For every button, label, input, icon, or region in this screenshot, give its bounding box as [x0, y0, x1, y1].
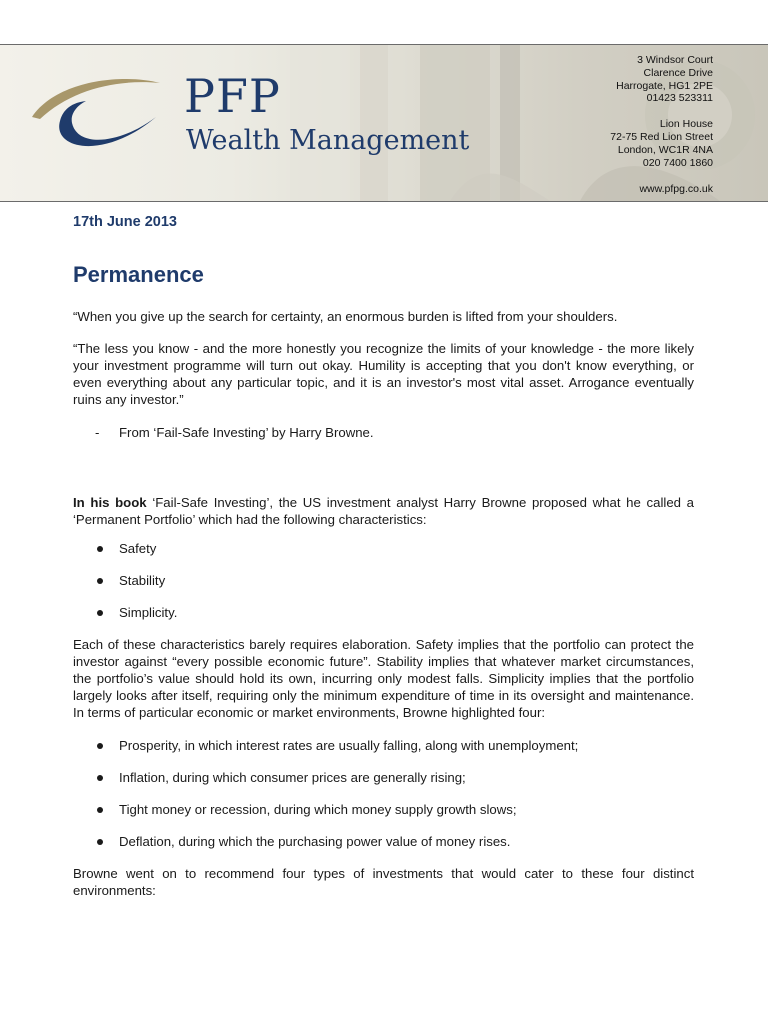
bullet-icon — [97, 807, 103, 813]
phone-number: 020 7400 1860 — [642, 156, 713, 169]
address-line: Harrogate, HG1 2PE — [616, 79, 713, 92]
letterhead-banner — [0, 44, 768, 202]
list-item: Deflation, during which the purchasing power value of money rises. — [73, 833, 694, 850]
address-line: Clarence Drive — [643, 66, 713, 79]
attribution-text: From ‘Fail-Safe Investing’ by Harry Browne. — [119, 425, 374, 440]
bullet-icon — [97, 578, 103, 584]
address-line: London, WC1R 4NA — [617, 143, 713, 156]
office-addresses — [610, 54, 713, 196]
quote-attribution — [73, 424, 694, 441]
list-item: Simplicity. — [73, 604, 694, 621]
document-date: 17th June 2013 — [73, 214, 177, 230]
address-line: Lion House — [659, 118, 713, 131]
phone-number: 01423 523311 — [646, 92, 713, 105]
body-paragraph — [73, 494, 694, 528]
document-body — [73, 214, 694, 899]
body-paragraph: Browne went on to recommend four types of investments that would cater to these four distinct environments: — [73, 866, 694, 898]
body-paragraph: Each of these characteristics barely requires elaboration. Safety implies that the portfolio can protect the investor against “every possible economic future”. Stability implies that whatever market circumstances, the portfolio’s value should hold its own, incurring only modest falls. Simplicity implies that the portfolio largely looks after itself, requiring only the minimum expenditure of time in its oversight and maintenance. In terms of particular economic or market environments, Browne highlighted four: — [73, 637, 694, 720]
list-item: Safety — [73, 540, 694, 557]
brand-name-long: Wealth Management — [186, 125, 470, 156]
quote-paragraph: “When you give up the search for certainty, an enormous burden is lifted from your shoulders. — [73, 309, 618, 324]
bullet-icon — [97, 610, 103, 616]
paragraph-text: ‘Fail-Safe Investing’, the US investment analyst Harry Browne proposed what he called a ‘Permanent Portfolio’ which had the following characteristics: — [73, 495, 694, 527]
address-line: 3 Windsor Court — [637, 54, 713, 66]
list-item: Stability — [73, 572, 694, 589]
bullet-icon — [97, 839, 103, 845]
list-item: Prosperity, in which interest rates are usually falling, along with unemployment; — [73, 737, 694, 754]
characteristics-list — [73, 540, 694, 621]
website-link[interactable]: www.pfpg.co.uk — [639, 183, 713, 196]
environments-list — [73, 737, 694, 850]
list-item: Inflation, during which consumer prices are generally rising; — [73, 769, 694, 786]
bullet-icon — [97, 775, 103, 781]
bullet-icon — [97, 546, 103, 552]
bullet-icon — [97, 743, 103, 749]
brand-name-short: PFP — [184, 69, 281, 123]
quote-paragraph: “The less you know - and the more honestly you recognize the limits of your knowledge - the more likely your investment programme will turn out okay. Humility is accepting that you don't know everything, or even everything about any particular topic, and it is an investor's most vital asset. Arrogance eventually ruins any investor.” — [73, 341, 694, 407]
document-title: Permanence — [73, 262, 204, 287]
address-line: 72-75 Red Lion Street — [610, 130, 713, 143]
pfp-swoosh-logo-icon — [26, 73, 166, 157]
attribution-dash: - — [95, 425, 100, 440]
bold-lead-in: In his book — [73, 495, 147, 510]
list-item: Tight money or recession, during which money supply growth slows; — [73, 801, 694, 818]
